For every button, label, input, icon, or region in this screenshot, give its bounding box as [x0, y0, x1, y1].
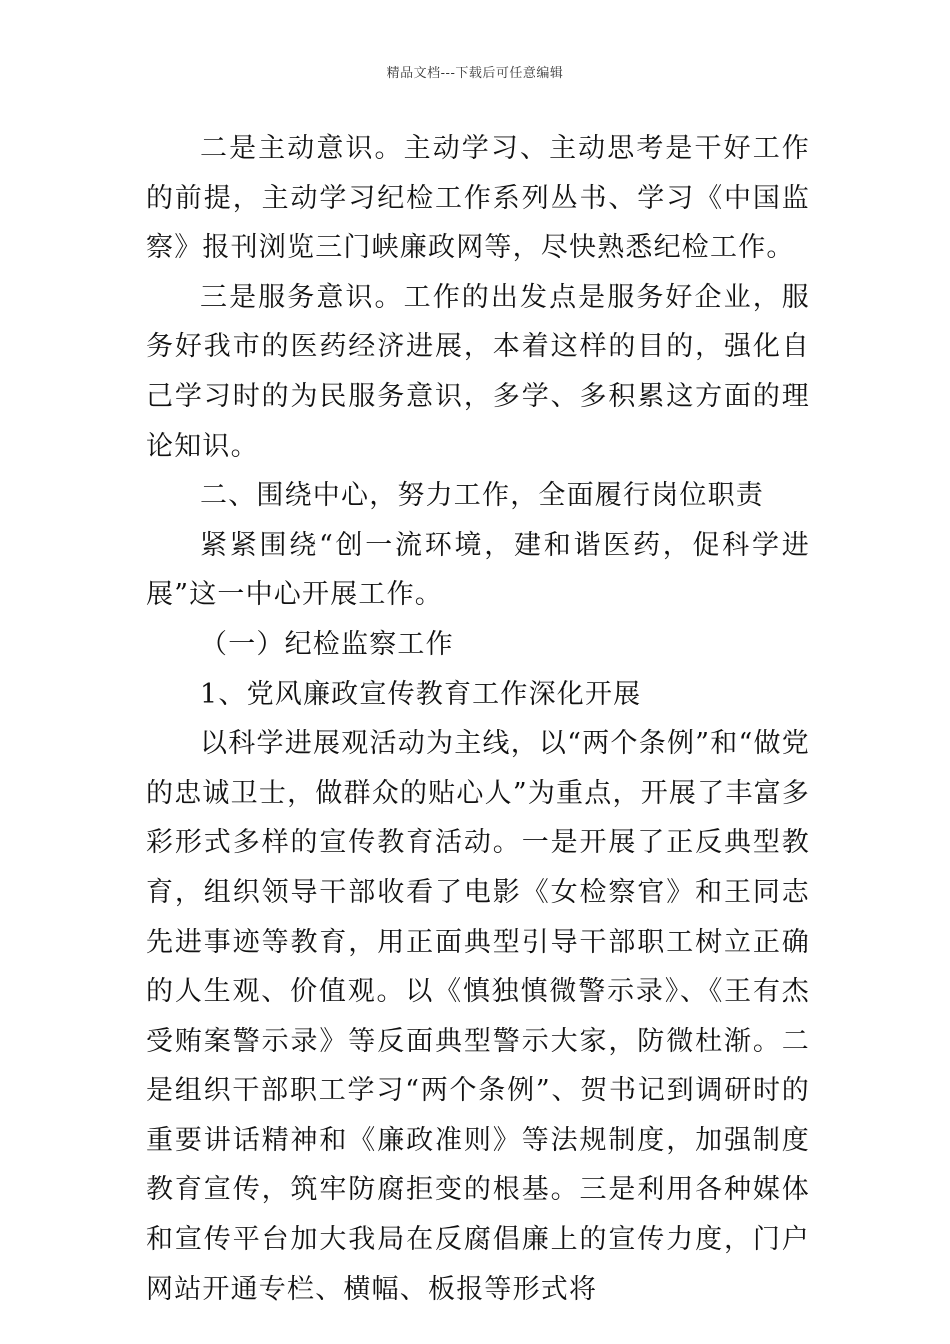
page-header: 精品文档---下载后可任意编辑 — [386, 66, 564, 81]
paragraph: 二是主动意识。主动学习、主动思考是干好工作的前提，主动学习纪检工作系列丛书、学习《中国监察》报刊浏览三门峡廉政网等，尽快熟悉纪检工作。 — [146, 133, 810, 264]
paragraph: 以科学进展观活动为主线，以“两个条例”和“做党的忠诚卫士，做群众的贴心人”为重点，开展了丰富多彩形式多样的宣传教育活动。一是开展了正反典型教育，组织领导干部收看了电影《女检察官》和王同志先进事迹等教育，用正面典型引导干部职工树立正确的人生观、价值观。以《慎独慎微警示录》、《王有杰受贿案警示录》等反面典型警示大家，防微杜渐。二是组织干部职工学习“两个条例”、贺书记到调研时的重要讲话精神和《廉政准则》等法规制度，加强制度教育宣传，筑牢防腐拒变的根基。三是利用各种媒体和宣传平台加大我局在反腐倡廉上的宣传力度，门户网站开通专栏、横幅、板报等形式将 — [146, 728, 810, 1305]
subsection-heading: （一）纪检监察工作 — [200, 628, 454, 660]
section-heading: 二、围绕中心，努力工作，全面履行岗位职责 — [200, 480, 764, 512]
document-body — [146, 124, 810, 1314]
paragraph: 紧紧围绕“创一流环境，建和谐医药，促科学进展”这一中心开展工作。 — [146, 529, 810, 611]
item-heading: 1、党风廉政宣传教育工作深化开展 — [200, 678, 642, 710]
paragraph: 三是服务意识。工作的出发点是服务好企业，服务好我市的医药经济进展，本着这样的目的，强化自己学习时的为民服务意识，多学、多积累这方面的理论知识。 — [146, 281, 810, 462]
